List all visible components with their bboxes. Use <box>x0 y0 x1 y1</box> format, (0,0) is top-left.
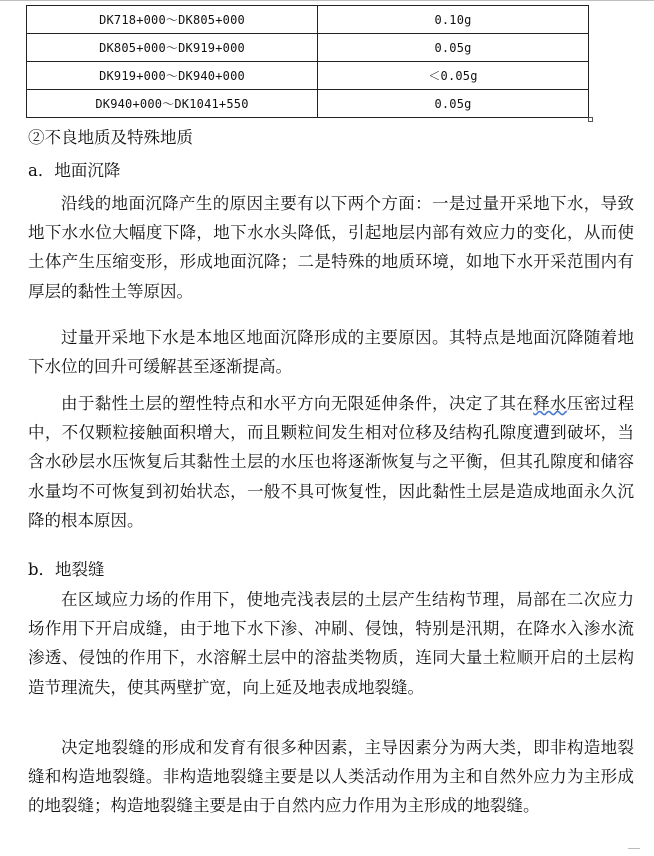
table-cell-section: DK919+000～DK940+000 <box>27 62 318 90</box>
subsection-a-paragraph-3 <box>28 389 634 535</box>
table-cell-value: ＜0.05g <box>318 62 589 90</box>
page-top-rule <box>0 0 654 1</box>
page-corner-mark <box>628 848 640 849</box>
subsection-b-title: b．地裂缝 <box>28 560 105 579</box>
seismic-acceleration-table <box>26 5 589 118</box>
table-cell-section: DK940+000～DK1041+550 <box>27 90 318 118</box>
table-row <box>27 6 589 34</box>
table-row <box>27 90 589 118</box>
spellcheck-marked-text: 释水 <box>533 394 567 413</box>
subsection-a-title: a．地面沉降 <box>28 161 121 180</box>
paragraph-text: 压密过程中，不仅颗粒接触面积增大，而且颗粒间发生相对位移及结构孔隙度遭到破坏，当含水砂层水压恢复后其黏性土层的水压也将逐渐恢复与之平衡，但其孔隙度和储容水量均不可恢复到初始状态，一般不具可恢复性，因此黏性土层是造成地面永久沉降的根本原因。 <box>28 394 635 530</box>
table-resize-handle[interactable] <box>588 117 593 122</box>
subsection-a-paragraph-2: 过量开采地下水是本地区地面沉降形成的主要原因。其特点是地面沉降随着地下水位的回升可缓解甚至逐渐提高。 <box>28 328 634 377</box>
table-cell-value: 0.05g <box>318 34 589 62</box>
table-cell-value: 0.10g <box>318 6 589 34</box>
subsection-a-paragraph-1: 沿线的地面沉降产生的原因主要有以下两个方面：一是过量开采地下水，导致地下水水位大幅度下降，地下水水头降低，引起地层内部有效应力的变化，从而使土体产生压缩变形，形成地面沉降；二是特殊的地质环境，如地下水开采范围内有厚层的黏性土等原因。 <box>28 194 634 301</box>
table-cell-section: DK718+000～DK805+000 <box>27 6 318 34</box>
paragraph-text: 由于黏性土层的塑性特点和水平方向无限延伸条件，决定了其在 <box>61 394 534 413</box>
section-title: ②不良地质及特殊地质 <box>28 128 193 147</box>
table-cell-section: DK805+000～DK919+000 <box>27 34 318 62</box>
table-row <box>27 62 589 90</box>
table-row <box>27 34 589 62</box>
subsection-b-paragraph-2: 决定地裂缝的形成和发育有很多种因素，主导因素分为两大类，即非构造地裂缝和构造地裂缝。非构造地裂缝主要是以人类活动作用为主和自然外应力为主形成的地裂缝；构造地裂缝主要是由于自然内应力作用为主形成的地裂缝。 <box>28 738 634 816</box>
subsection-b-paragraph-1: 在区域应力场的作用下，使地壳浅表层的土层产生结构节理，局部在二次应力场作用下开启成缝，由于地下水下渗、冲刷、侵蚀，特别是汛期，在降水入渗水流渗透、侵蚀的作用下，水溶解土层中的溶盐类物质，连同大量土粒顺开启的土层构造节理流失，使其两壁扩宽，向上延及地表成地裂缝。 <box>28 590 634 697</box>
table-cell-value: 0.05g <box>318 90 589 118</box>
